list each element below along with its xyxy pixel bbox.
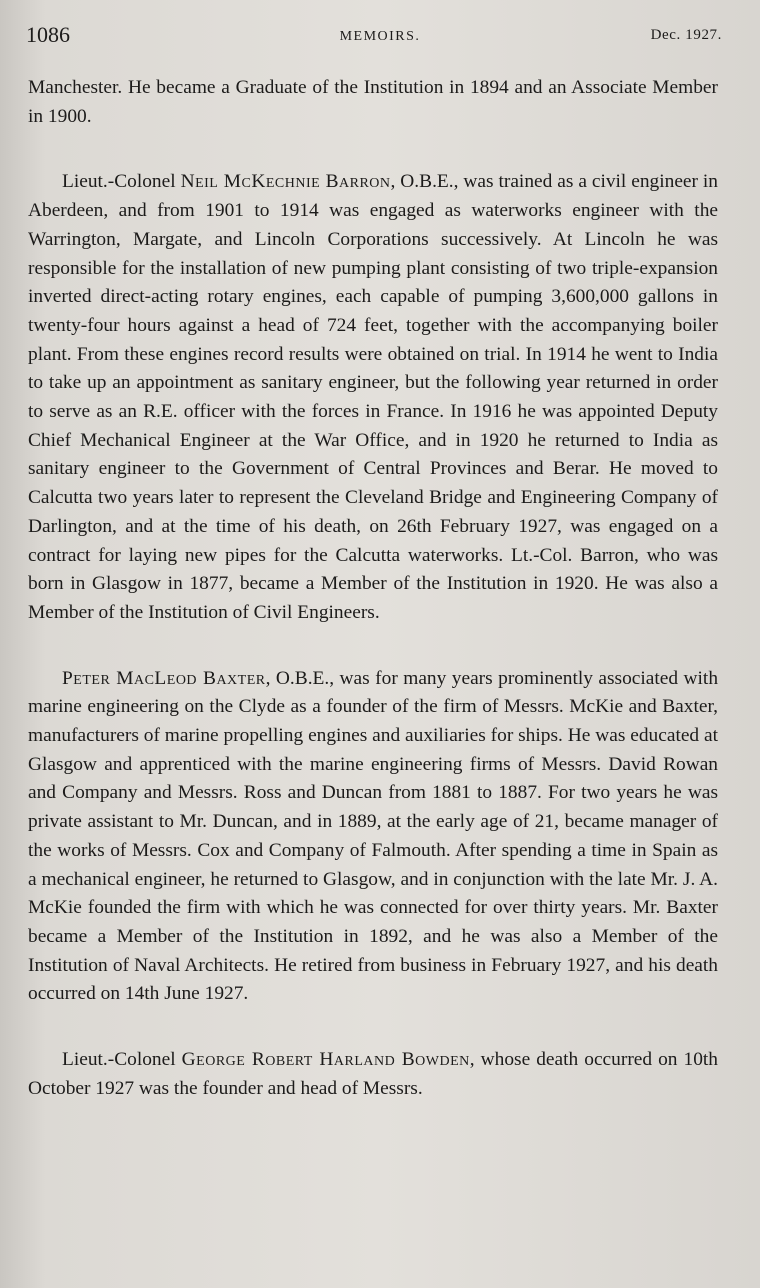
memoir-lead: Lieut.-Colonel [62,171,181,193]
memoir-name: Peter MacLeod Baxter [62,667,266,689]
memoir-name: Neil McKechnie Barron [180,171,391,193]
body-text [28,74,718,1141]
memoir-lead: Lieut.-Colonel [62,1049,182,1071]
memoir-text: , O.B.E., was for many years prominently associated with marine engineering on the Clyde as a founder of the firm of Messrs. McKie and Baxter, manufacturers of marine propelling engines and auxiliaries for ships. He was educated at Glasgow and apprenticed with the marine engineering firms of Messrs. David Rowan and Company and Messrs. Ross and Duncan from 1881 to 1887. For two years he was private assistant to Mr. Duncan, and in 1889, at the early age of 21, became manager of the works of Messrs. Cox and Company of Falmouth. After spending a time in Spain as a mechanical engineer, he returned to Glasgow, and in conjunction with the late Mr. J. A. McKie founded the firm with which he was connected for over thirty years. Mr. Baxter became a Member of the Institution in 1892, and he was also a Member of the Institution of Naval Architects. He retired from business in February 1927, and his death occurred on 14th June 1927. [28,667,719,1005]
memoir-bowden [28,1046,718,1103]
paragraph-continuation [28,74,718,131]
running-date: Dec. 1927. [650,27,722,43]
memoir-baxter [28,665,718,1009]
memoir-text: , whose death occurred on 10th October 1927 was the founder and head of Messrs. [28,1049,718,1099]
memoir-name: George Robert Harland Bowden [181,1049,470,1071]
paragraph-text: Manchester. He became a Graduate of the Institution in 1894 and an Associate Member in 1900. [28,77,718,127]
memoir-text: , O.B.E., was trained as a civil engineer in Aberdeen, and from 1901 to 1914 was engaged as waterworks engineer with the Warrington, Margate, and Lincoln Corporations successively. At Lincoln he was responsible for the installation of new pumping plant consisting of two triple-expansion inverted direct-acting rotary engines, each capable of pumping 3,600,000 gallons in twenty-four hours against a head of 724 feet, together with the accompanying boiler plant. From these engines record results were obtained on trial. In 1914 he went to India to take up an appointment as sanitary engineer, but the following year returned in order to serve as an R.E. officer with the forces in France. In 1916 he was appointed Deputy Chief Mechanical Engineer at the War Office, and in 1920 he returned to India as sanitary engineer to the Government of Central Provinces and Berar. He moved to Calcutta two years later to represent the Cleveland Bridge and Engineering Company of Darlington, and at the time of his death, on 26th February 1927, was engaged on a contract for laying new pipes for the Calcutta waterworks. Lt.-Col. Barron, who was born in Glasgow in 1877, became a Member of the Institution in 1920. He was also a Member of the Institution of Civil Engineers. [28,171,718,623]
memoir-barron [28,168,718,627]
page-number: 1086 [26,22,70,47]
running-title: MEMOIRS. [339,29,421,44]
running-header [26,22,722,52]
